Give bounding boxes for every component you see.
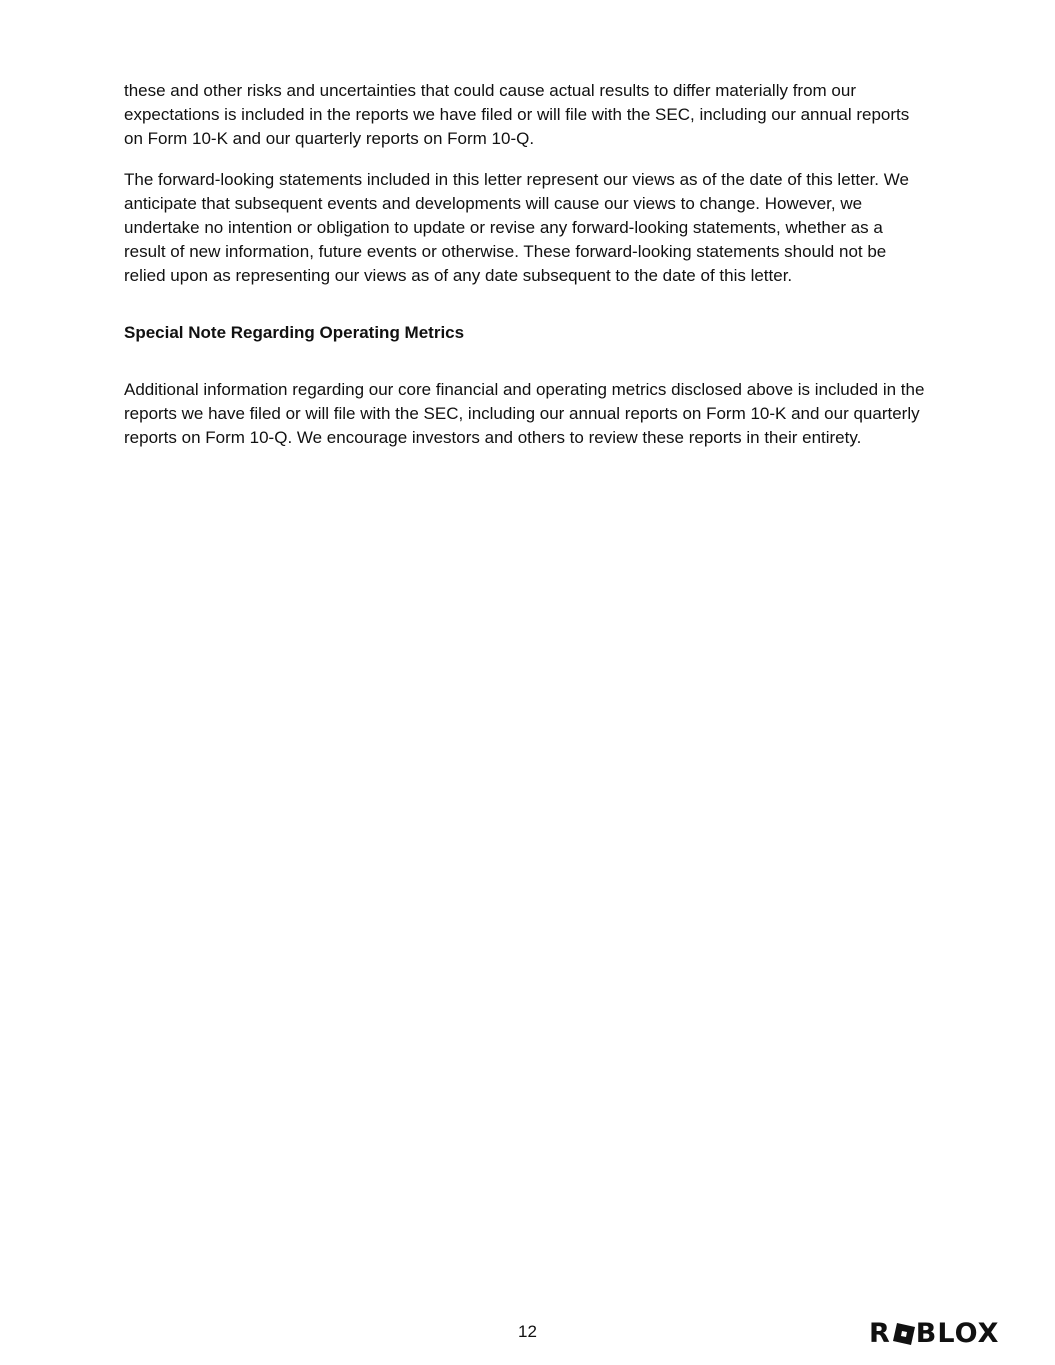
roblox-o-icon [893, 1323, 915, 1345]
paragraph-forward-looking: The forward-looking statements included in this letter represent our views as of the date of this letter. We anticipate that subsequent events and developments will cause our views to change. However, we undertake no intention or obligation to update or revise any forward-looking statements, whether as a result of new information, future events or otherwise. These forward-looking statements should not be relied upon as representing our views as of any date subsequent to the date of this letter. [124, 170, 909, 285]
paragraph-operating-metrics: Additional information regarding our core financial and operating metrics disclosed above is included in the reports we have filed or will file with the SEC, including our annual reports on Form 10-K and our quarterly reports on Form 10-Q. We encourage investors and others to review these reports in their entirety. [124, 380, 925, 447]
section-heading: Special Note Regarding Operating Metrics [124, 323, 465, 342]
logo-letter-r: R [869, 1318, 891, 1349]
page-number: 12 [518, 1322, 537, 1341]
roblox-logo [869, 1319, 999, 1349]
paragraph-risks: these and other risks and uncertainties that could cause actual results to differ materially from our expectations is included in the reports we have filed or will file with the SEC, including our annual reports on Form 10-K and our quarterly reports on Form 10-Q. [124, 81, 910, 148]
logo-letters-blox: BLOX [915, 1318, 1000, 1349]
page-content [124, 79, 929, 450]
